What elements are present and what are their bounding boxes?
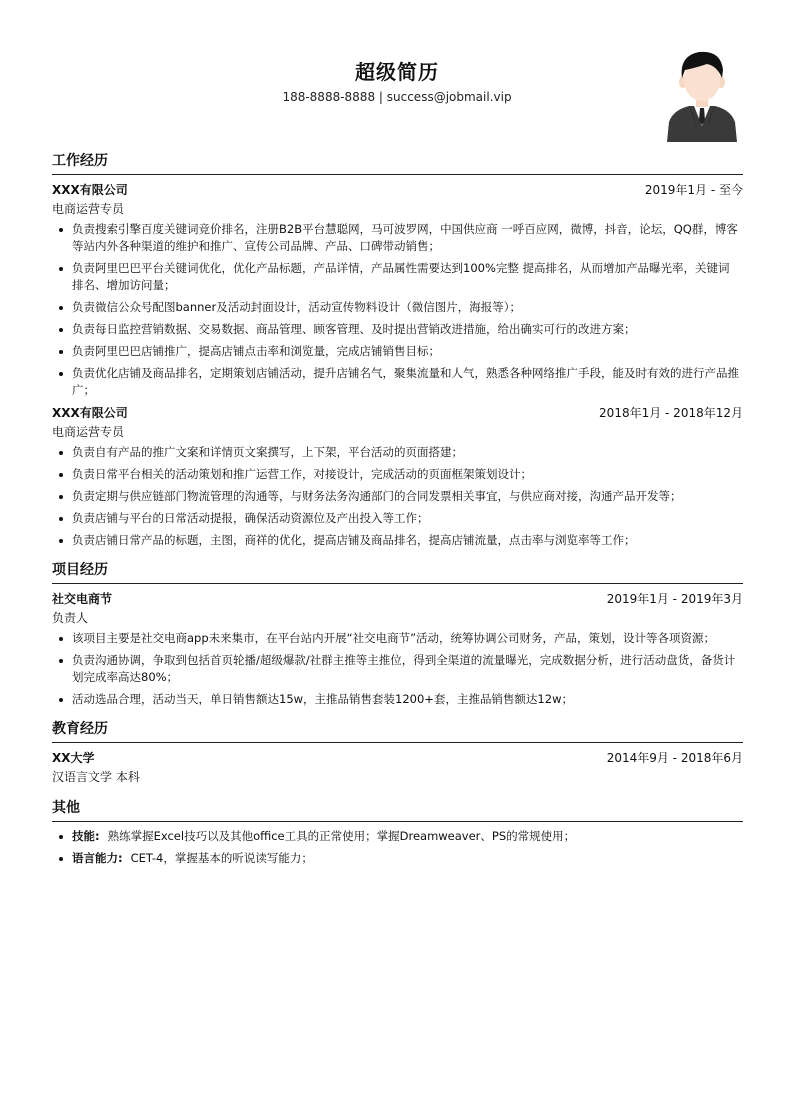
date-range: 2018年1月 - 2018年12月 [599,406,743,420]
section-work [52,150,743,549]
school-name: XX大学 [52,751,95,765]
section-title-other: 其他 [52,797,743,822]
resume-title: 超级简历 [355,60,439,84]
language-text: CET-4，掌握基本的听说读写能力； [130,851,313,865]
company-name: XXX有限公司 [52,406,128,420]
list-item [72,850,743,867]
company-name: XXX有限公司 [52,183,128,197]
avatar-photo [665,48,739,142]
contact-info: 188-8888-8888 | success@jobmail.vip [282,90,512,104]
date-range: 2019年1月 - 2019年3月 [606,592,743,606]
skill-label: 技能: [72,829,100,843]
section-title-work: 工作经历 [52,150,743,175]
skill-text: 熟练掌握Excel技巧以及其他office工具的正常使用；掌握Dreamweaver、PS的常规使用； [107,829,576,843]
list-item: 负责阿里巴巴平台关键词优化，优化产品标题，产品详情，产品属性需要达到100%完整 提高排名，从而增加产品曝光率，关键词排名、增加访问量； [72,260,743,294]
section-other [52,797,743,867]
work-entry [52,404,743,549]
list-item: 活动选品合理，活动当天，单日销售额达15w，主推品销售套装1200+套，主推品销售额达12w； [72,691,743,708]
list-item: 负责优化店铺及商品排名，定期策划店铺活动，提升店铺名气，聚集流量和人气，熟悉各种网络推广手段，能及时有效的进行产品推广； [72,365,743,399]
list-item: 负责沟通协调，争取到包括首页轮播/超级爆款/社群主推等主推位，得到全渠道的流量曝光，完成数据分析，进行活动盘货，备货计划完成率高达80%； [72,652,743,686]
degree: 汉语言文学 本科 [52,770,140,784]
language-label: 语言能力: [72,851,123,865]
list-item: 该项目主要是社交电商app未来集市，在平台站内开展“社交电商节”活动，统筹协调公司财务，产品，策划，设计等各项资源； [72,630,743,647]
section-project [52,559,743,708]
job-title: 电商运营专员 [52,202,125,216]
date-range: 2014年9月 - 2018年6月 [606,751,743,765]
list-item: 负责定期与供应链部门物流管理的沟通等，与财务法务沟通部门的合同发票相关事宜，与供应商对接，沟通产品开发等； [72,488,743,505]
project-entry [52,590,743,708]
resume-content [52,150,743,872]
list-item: 负责每日监控营销数据、交易数据、商品管理、顾客管理、及时提出营销改进措施，给出确实可行的改进方案； [72,321,743,338]
date-range: 2019年1月 - 至今 [644,183,743,197]
section-education [52,718,743,787]
list-item: 负责日常平台相关的活动策划和推广运营工作，对接设计，完成活动的页面框架策划设计； [72,466,743,483]
list-item: 负责搜索引擎百度关键词竞价排名，注册B2B平台慧聪网，马可波罗网，中国供应商 一呼百应网，微博，抖音，论坛，QQ群，博客等站内外各种渠道的维护和推广、宣传公司品牌、产品、口碑带动销售； [72,221,743,255]
list-item: 负责店铺与平台的日常活动提报，确保活动资源位及产出投入等工作； [72,510,743,527]
project-role: 负责人 [52,611,89,625]
section-title-project: 项目经历 [52,559,743,584]
job-title: 电商运营专员 [52,425,125,439]
list-item [72,828,743,845]
list-item: 负责微信公众号配图banner及活动封面设计，活动宣传物料设计（微信图片，海报等）； [72,299,743,316]
list-item: 负责自有产品的推广文案和详情页文案撰写，上下架，平台活动的页面搭建； [72,444,743,461]
education-entry [52,749,743,787]
work-entry [52,181,743,399]
list-item: 负责阿里巴巴店铺推广，提高店铺点击率和浏览量，完成店铺销售目标； [72,343,743,360]
project-name: 社交电商节 [52,592,113,606]
list-item: 负责店铺日常产品的标题，主图，商祥的优化，提高店铺及商品排名，提高店铺流量，点击率与浏览率等工作； [72,532,743,549]
section-title-education: 教育经历 [52,718,743,743]
